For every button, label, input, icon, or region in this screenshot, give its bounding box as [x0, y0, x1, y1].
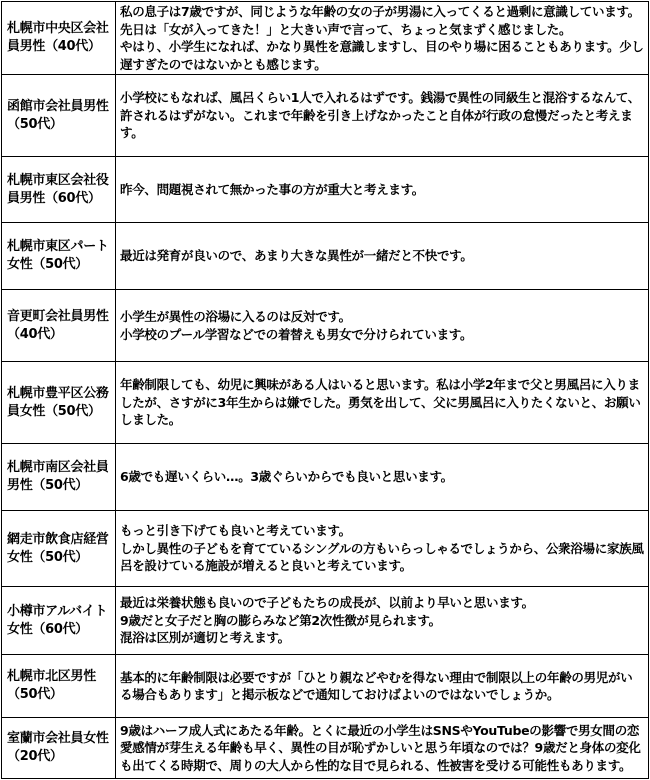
table-row [2, 362, 649, 444]
table-row [2, 587, 649, 655]
table-row [2, 511, 649, 587]
respondent-cell: 札幌市東区パート女性（50代） [2, 223, 116, 290]
respondent-cell: 音更町会社員男性（40代） [2, 290, 116, 362]
respondent-cell: 札幌市南区会社員男性（50代） [2, 444, 116, 511]
table-row [2, 75, 649, 157]
respondent-cell: 小樽市アルバイト女性（60代） [2, 587, 116, 655]
table-row [2, 655, 649, 718]
opinions-table [1, 1, 649, 779]
opinion-cell: 私の息子は7歳ですが、同じような年齢の女の子が男湯に入ってくると過剰に意識しています。先日は「女が入ってきた！」と大きい声で言って、ちょっと気まずく感じました。 やはり、小学生になれば、かなり異性を意識しますし、目のやり場に困ることもあります。少し遅すぎたのではないかとも感じます。 [116, 2, 649, 75]
respondent-cell: 札幌市東区会社役員男性（60代） [2, 157, 116, 223]
opinion-cell: 基本的に年齢制限は必要ですが「ひとり親などやむを得ない理由で制限以上の年齢の男児がいる場合もあります」と掲示板などで通知しておけばよいのではないでしょうか。 [116, 655, 649, 718]
opinion-cell: 最近は発育が良いので、あまり大きな異性が一緒だと不快です。 [116, 223, 649, 290]
opinions-table-body [2, 2, 649, 779]
opinion-cell: もっと引き下げても良いと考えています。 しかし異性の子どもを育てているシングルの方もいらっしゃるでしょうから、公衆浴場に家族風呂を設けている施設が増えると良いと考えています。 [116, 511, 649, 587]
respondent-cell: 函館市会社員男性（50代） [2, 75, 116, 157]
respondent-cell: 札幌市中央区会社員男性（40代） [2, 2, 116, 75]
respondent-cell: 網走市飲食店経営女性（50代） [2, 511, 116, 587]
table-row [2, 444, 649, 511]
opinion-cell: 昨今、問題視されて無かった事の方が重大と考えます。 [116, 157, 649, 223]
opinion-cell: 小学校にもなれば、風呂くらい1人で入れるはずです。銭湯で異性の同級生と混浴するなんて、許されるはずがない。これまで年齢を引き上げなかったこと自体が行政の怠慢だったと考えます。 [116, 75, 649, 157]
table-row [2, 290, 649, 362]
opinion-cell: 年齢制限しても、幼児に興味がある人はいると思います。私は小学2年まで父と男風呂に入りましたが、さすがに3年生からは嫌でした。勇気を出して、父に男風呂に入りたくないと、お願いしました。 [116, 362, 649, 444]
table-row [2, 718, 649, 779]
respondent-cell: 室蘭市会社員女性（20代） [2, 718, 116, 779]
opinion-cell: 6歳でも遅いくらい…。3歳ぐらいからでも良いと思います。 [116, 444, 649, 511]
opinion-cell: 小学生が異性の浴場に入るのは反対です。 小学校のプール学習などでの着替えも男女で分けられています。 [116, 290, 649, 362]
table-row [2, 2, 649, 75]
opinion-cell: 最近は栄養状態も良いので子どもたちの成長が、以前より早いと思います。 9歳だと女子だと胸の膨らみなど第2次性徴が見られます。 混浴は区別が適切と考えます。 [116, 587, 649, 655]
opinion-cell: 9歳はハーフ成人式にあたる年齢。とくに最近の小学生はSNSやYouTubeの影響で男女間の恋愛感情が芽生える年齢も早く、異性の目が恥ずかしいと思う年頃なのでは？9歳だと身体の変化も出てくる時期で、周りの大人から性的な目で見られる、性被害を受ける可能性もあります。 [116, 718, 649, 779]
table-row [2, 223, 649, 290]
table-row [2, 157, 649, 223]
respondent-cell: 札幌市豊平区公務員女性（50代） [2, 362, 116, 444]
respondent-cell: 札幌市北区男性（50代） [2, 655, 116, 718]
